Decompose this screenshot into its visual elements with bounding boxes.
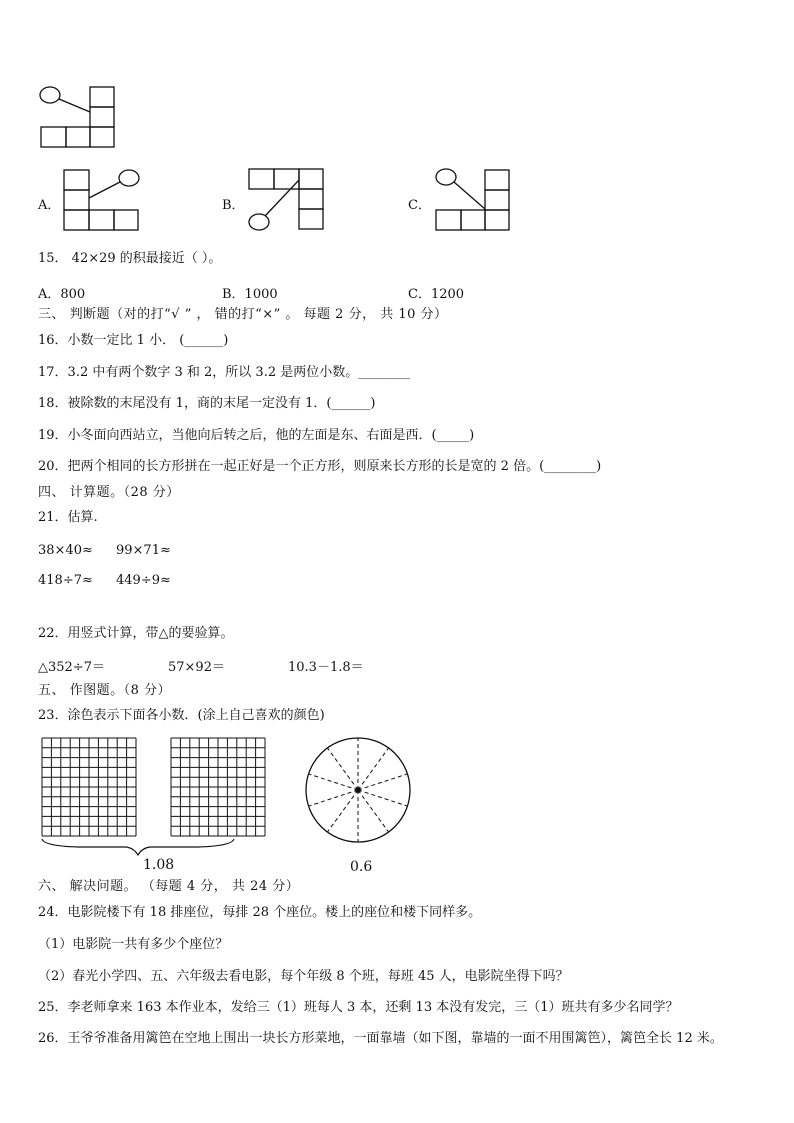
section-5-title: 五、 作图题。（8 分）	[38, 683, 172, 698]
q15-option-c: C．1200	[408, 287, 465, 302]
q23-stem: 23．涂色表示下面各小数．(涂上自己喜欢的颜色)	[38, 708, 325, 723]
q19-text: 19．小冬面向西站立，当他向后转之后，他的左面是东、右面是西．(_____)	[38, 428, 475, 443]
q22-item-1: △352÷7＝	[38, 660, 105, 675]
q22-item-3: 10.3－1.8＝	[288, 660, 364, 675]
section-3-title: 三、 判断题（对的打“√ ” ， 错的打“×” 。 每题 2 分， 共 10 分）	[38, 307, 448, 322]
section-6-title: 六、 解决问题。 （每题 4 分， 共 24 分）	[38, 879, 300, 894]
q14-option-c-figure	[432, 166, 514, 232]
q14-reference-figure	[38, 84, 120, 148]
q14-option-b-label: B．	[222, 198, 245, 213]
q14-option-c-label: C．	[408, 198, 431, 213]
q21-item-2: 99×71≈	[116, 543, 171, 558]
section-4-title: 四、 计算题。（28 分）	[38, 485, 180, 500]
q21-stem: 21．估算.	[38, 510, 98, 525]
q18-text: 18．被除数的末尾没有 1，商的末尾一定没有 1．(______)	[38, 396, 376, 411]
q25-text: 25．李老师拿来 163 本作业本，发给三（1）班每人 3 本，还剩 13 本没有发完，三（1）班共有多少名同学？	[38, 1000, 679, 1015]
q23-label-grids: 1.08	[143, 857, 175, 873]
q21-item-1: 38×40≈	[38, 543, 93, 558]
q24-stem: 24．电影院楼下有 18 排座位，每排 28 个座位。楼上的座位和楼下同样多。	[38, 905, 482, 920]
q21-item-4: 449÷9≈	[116, 573, 171, 588]
q15-option-a: A．800	[38, 287, 86, 302]
q22-item-2: 57×92＝	[168, 660, 225, 675]
hundred-grid-left	[42, 738, 136, 836]
q24-sub2: （2）春光小学四、五、六年级去看电影，每个年级 8 个班，每班 45 人，电影院坐得下吗？	[38, 969, 569, 984]
q21-item-3: 418÷7≈	[38, 573, 93, 588]
circle-divided-into-ten	[306, 738, 410, 842]
q15-option-b: B．1000	[222, 287, 278, 302]
q20-text: 20．把两个相同的长方形拼在一起正好是一个正方形，则原来长方形的长是宽的 2 倍。(________)	[38, 459, 602, 474]
q22-stem: 22．用竖式计算，带△的要验算。	[38, 626, 234, 641]
q24-sub1: （1）电影院一共有多少个座位？	[38, 937, 229, 952]
q23-figure	[38, 734, 438, 879]
q17-text: 17．3.2 中有两个数字 3 和 2，所以 3.2 是两位小数。________	[38, 365, 411, 380]
q14-option-a-label: A．	[38, 198, 61, 213]
q15-stem: 15． 42×29 的积最接近（ ）。	[38, 251, 222, 266]
q16-text: 16．小数一定比 1 小． (______)	[38, 333, 229, 348]
q26-text: 26．王爷爷准备用篱笆在空地上围出一块长方形菜地，一面靠墙（如下图，靠墙的一面不用围篱笆），篱笆全长 12 米。	[38, 1031, 723, 1046]
brace	[42, 839, 234, 855]
q23-label-circle: 0.6	[350, 859, 373, 875]
hundred-grid-right	[171, 738, 265, 836]
q14-option-a-figure	[60, 166, 142, 232]
q14-option-b-figure	[246, 166, 328, 234]
